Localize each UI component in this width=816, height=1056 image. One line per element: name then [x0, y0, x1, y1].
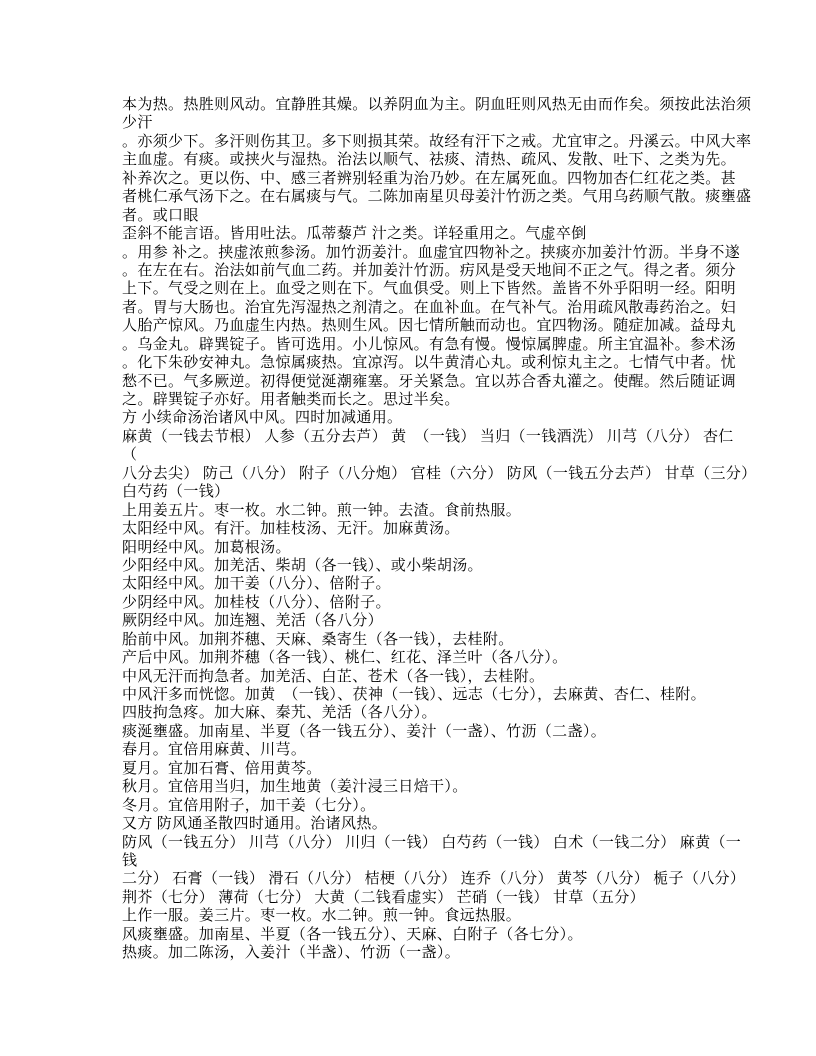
text-line: 太阳经中风。有汗。加桂枝汤、无汗。加麻黄汤。 [122, 521, 460, 538]
text-line: 。在左在右。治法如前气血二药。并加姜汁竹沥。疠风是受天地间不正之气。得之者。须分 [122, 262, 737, 279]
text-line: 。用参 补之。挟虚浓煎参汤。加竹沥姜汁。血虚宜四物补之。挟痰亦加姜汁竹沥。半身不遂 [122, 244, 741, 261]
text-line: 八分去尖） 防己（八分） 附子（八分炮） 官桂（六分） 防风（一钱五分去芦） 甘草（三分） [122, 465, 757, 482]
text-line: 少阴经中风。加桂枝（八分）、倍附子。 [122, 594, 391, 611]
text-line: 白芍药（一钱） [122, 484, 230, 501]
text-line: 夏月。宜加石膏、倍用黄芩。 [122, 760, 322, 777]
text-line: 方 小续命汤治诸风中风。四时加减通用。 [122, 410, 403, 427]
text-line: 风痰壅盛。加南星、半夏（各一钱五分）、天麻、白附子（各七分）。 [122, 926, 583, 943]
text-line: 厥阴经中风。加连翘、羌活（各八分） [122, 613, 383, 630]
text-line: 之。辟巽锭子亦好。用者触类而长之。思过半矣。 [122, 392, 460, 408]
text-line: 胎前中风。加荆芥穗、天麻、桑寄生（各一钱），去桂附。 [122, 631, 514, 648]
text-line: 中风无汗而拘急者。加羌活、白芷、苍术（各一钱），去桂附。 [122, 668, 545, 685]
text-line: 。乌金丸。辟巽锭子。皆可选用。小儿惊风。有急有慢。慢惊属脾虚。所主宜温补。参术汤 [122, 336, 737, 353]
text-line: 太阳经中风。加干姜（八分）、倍附子。 [122, 576, 391, 593]
text-line: 本为热。热胜则风动。宜静胜其燥。以养阴血为主。阴血旺则风热无由而作矣。须按此法治须 [122, 97, 752, 113]
text-line: 荆芥（七分） 薄荷（七分） 大黄（二钱看虚实） 芒硝（一钱） 甘草（五分） [122, 889, 645, 906]
text-line: 冬月。宜倍用附子，加干姜（七分）。 [122, 797, 376, 814]
text-line: 中风汗多而恍惚。加黄 （一钱）、茯神（一钱）、远志（七分），去麻黄、杏仁、桂附。 [122, 687, 707, 703]
text-line: 主血虚。有痰。或挟火与湿热。治法以顺气、祛痰、清热、疏风、发散、吐下、之类为先。 [122, 152, 737, 169]
text-line: 钱 [122, 852, 138, 869]
text-line: 者。胃与大肠也。治宜先泻湿热之剂清之。在血补血。在气补气。治用疏风散毒药治之。妇 [122, 299, 737, 316]
text-line: 上下。气受之则在上。血受之则在下。气血俱受。则上下皆然。盖皆不外乎阳明一经。阳明 [122, 281, 737, 298]
text-line: 补养次之。更以伤、中、感三者辨别轻重为治乃妙。在左属死血。四物加杏仁红花之类。甚 [122, 170, 737, 187]
text-line: 秋月。宜倍用当归，加生地黄（姜汁浸三日焙干）。 [122, 779, 468, 796]
text-line: 人胎产惊风。乃血虚生内热。热则生风。因七情所触而动也。宜四物汤。随症加减。益母丸 [122, 318, 737, 335]
text-line: 防风（一钱五分） 川芎（八分） 川归（一钱） 白芍药（一钱） 白术（一钱二分） 麻黄（一 [122, 834, 742, 851]
text-line: 者。或口眼 [122, 207, 199, 224]
text-block [122, 96, 762, 963]
text-line: 产后中风。加荆芥穗（各一钱）、桃仁、红花、泽兰叶（各八分）。 [122, 650, 568, 667]
text-line: 二分） 石膏（一钱） 滑石（八分） 桔梗（八分） 连乔（八分） 黄芩（八分） 栀子（八分） [122, 871, 746, 888]
text-line: 少阳经中风。加羌活、柴胡（各一钱）、或小柴胡汤。 [122, 557, 483, 574]
text-line: 阳明经中风。加葛根汤。 [122, 539, 291, 556]
text-line: 四肢拘急疼。加大麻、秦艽、羌活（各八分）。 [122, 705, 437, 722]
text-line: 又方 防风通圣散四时通用。治诸风热。 [122, 816, 388, 833]
text-line: 热痰。加二陈汤，入姜汁（半盏）、竹沥（一盏）。 [122, 945, 461, 962]
text-line: 上用姜五片。枣一枚。水二钟。煎一钟。去渣。食前热服。 [122, 502, 522, 519]
text-line: 歪斜不能言语。皆用吐法。瓜蒂藜芦 汁之类。详轻重用之。气虚卒倒 [122, 226, 587, 243]
text-line: 者桃仁承气汤下之。在右属痰与气。二陈加南星贝母姜汁竹沥之类。气用乌药顺气散。痰壅盛 [122, 189, 752, 206]
text-line: 愁不已。气多厥逆。初得便觉涎潮雍塞。牙关紧急。宜以苏合香丸灌之。使醒。然后随证调 [122, 373, 737, 390]
text-line: 。亦须少下。多汗则伤其卫。多下则损其荣。故经有汗下之戒。尤宜审之。丹溪云。中风大率 [122, 133, 752, 150]
text-line: 少汗 [122, 115, 153, 132]
text-line: 上作一服。姜三片。枣一枚。水二钟。煎一钟。食远热服。 [122, 908, 522, 925]
text-line: 。化下朱砂安神丸。急惊属痰热。宜凉泻。以牛黄清心丸。或利惊丸主之。七情气中者。忧 [122, 355, 737, 372]
text-line: 麻黄（一钱去节根） 人参（五分去芦） 黄 （一钱） 当归（一钱酒洗） 川芎（八分） 杏仁 [122, 428, 734, 445]
text-line: 春月。宜倍用麻黄、川芎。 [122, 742, 307, 759]
text-line: 痰涎壅盛。加南星、半夏（各一钱五分）、姜汁（一盏）、竹沥（二盏）。 [122, 723, 607, 740]
text-line: （ [122, 447, 138, 464]
